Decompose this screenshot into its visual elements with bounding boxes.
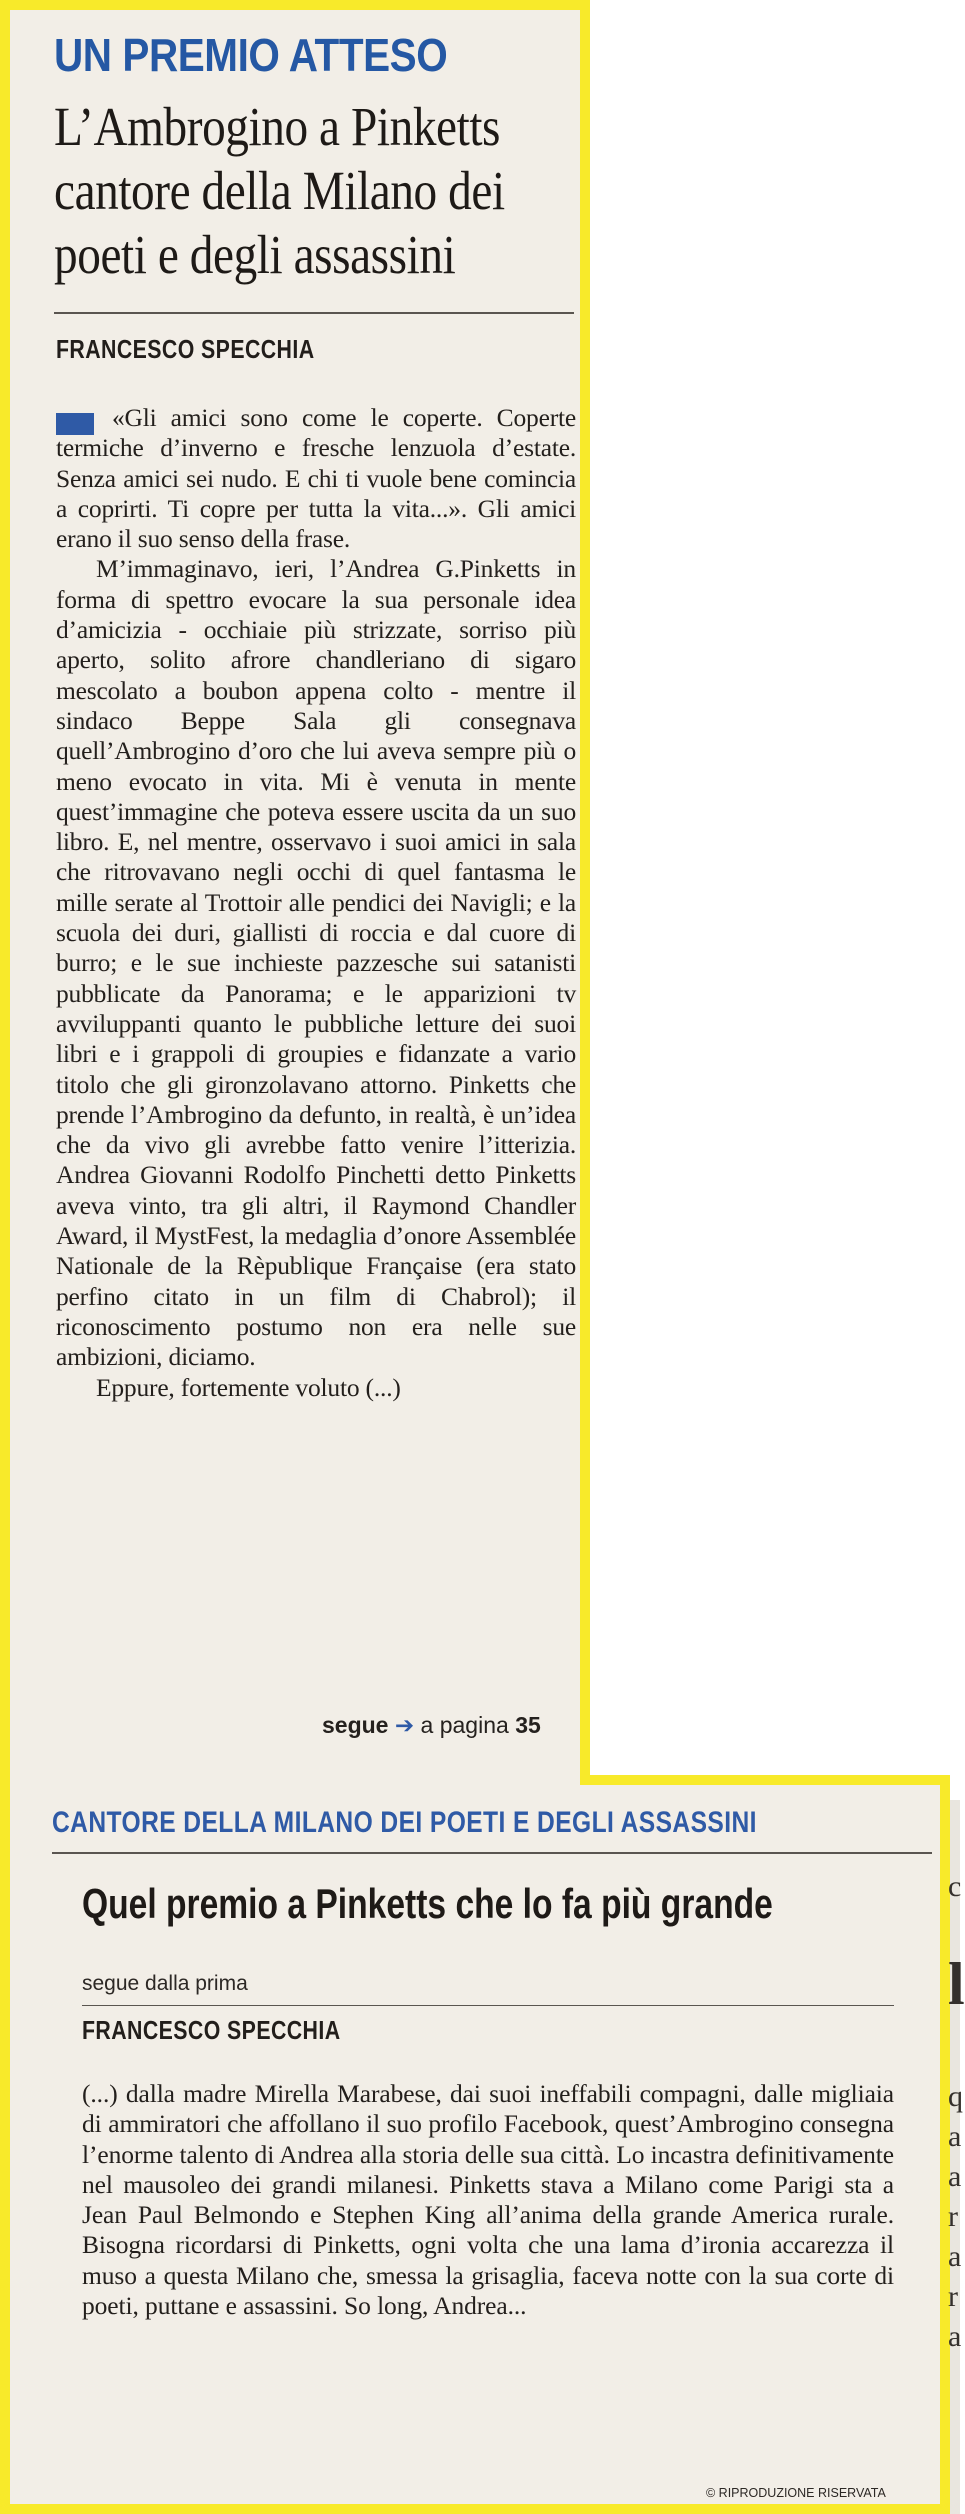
neighbor-fragment: a xyxy=(948,2120,962,2153)
band-rule xyxy=(52,1852,932,1854)
segue-dalla-prima: segue dalla prima xyxy=(82,1972,248,1995)
neighbor-fragment: q xyxy=(948,2080,963,2113)
neighbor-fragment: c xyxy=(948,1870,962,1903)
paragraph-1: «Gli amici sono come le coperte. Coperte termiche d’inverno e fresche lenzuola d’estate. Senza amici sei nudo. E chi ti vuole bene comincia a coprirti. Ti copre per tutta la vita...». Gli amici erano il suo senso della frase. xyxy=(56,403,576,554)
paragraph-2: M’immaginavo, ieri, l’Andrea G.Pinketts in forma di spettro evocare la sua personale idea d’amicizia - occhiaie più strizzate, sorriso più aperto, solito afrore chandleriano di sigaro mescolato a boubon appena colto - mentre il sindaco Beppe Sala gli consegnava quell’Ambrogino d’oro che lui aveva sempre più o meno evocato in vita. Mi è venuta in mente quest’immagine che poteva essere uscita da un suo libro. E, nel mentre, osservavo i suoi amici in sala che ritrovavano negli occhi di quel fantasma le mille serate al Trottoir alle pendici dei Navigli; e la scuola dei duri, giallisti di roccia e dal cuore di burro; e le sue inchieste pazzesche sui satanisti pubblicate da Panorama; e le apparizioni tv avviluppanti quanto le pubbliche letture dei suoi libri e i grappoli di groupies e fidanzate a vario titolo che gli gironzolavano attorno. Pinketts che prende l’Ambrogino da defunto, in realtà, è un’idea che da vivo gli avrebbe fatto venire l’itterizia. Andrea Giovanni Rodolfo Pinchetti detto Pinketts aveva vinto, tra gli altri, il Raymond Chandler Award, il MystFest, la medaglia d’onore Assemblée Nationale de la Rèpublique Française (era stato perfino citato in un film di Chabrol); il riconoscimento postumo non era nelle sue ambizioni, diciamo. xyxy=(56,554,576,1372)
neighbor-fragment: r xyxy=(948,2280,958,2313)
byline: FRANCESCO SPECCHIA xyxy=(56,334,315,364)
continuation-body xyxy=(82,2079,894,2321)
section-band: CANTORE DELLA MILANO DEI POETI E DEGLI ASSASSINI xyxy=(52,1806,757,1839)
neighbor-column xyxy=(950,1800,960,2514)
highlight-frame-left xyxy=(0,0,10,2514)
neighbor-fragment: a xyxy=(948,2320,962,2353)
copyright-notice: © RIPRODUZIONE RISERVATA xyxy=(706,2486,886,2500)
headline-rule xyxy=(54,312,574,314)
neighbor-fragment: a xyxy=(948,2240,962,2273)
article-body xyxy=(56,403,576,1403)
highlight-frame-bottom xyxy=(0,2504,950,2514)
headline: L’Ambrogino a Pinketts cantore della Milano dei poeti e degli assassini xyxy=(54,96,505,285)
neighbor-fragment: a xyxy=(948,2160,962,2193)
segue-rule xyxy=(82,2005,894,2006)
segue-page-number: 35 xyxy=(515,1712,541,1738)
highlight-frame-step xyxy=(580,1775,950,1785)
continuation-note xyxy=(322,1712,541,1739)
neighbor-fragment: r xyxy=(948,2200,958,2233)
continuation-paragraph: (...) dalla madre Mirella Marabese, dai suoi ineffabili compagni, dalle migliaia di ammiratori che affollano il suo profilo Facebook, quest’Ambrogino consegna l’enorme talento di Andrea alla storia delle sua città. Lo incastra definitivamente nel mausoleo dei grandi milanesi. Pinketts stava a Milano come Parigi sta a Jean Paul Belmondo e Stephen King all’anima della grande America rurale. Bisogna ricordarsi di Pinketts, ogni volta che una lama d’ironia accarezza il muso a questa Milano che, smessa la grisaglia, faceva notte con la sua corte di poeti, puttane e assassini. So long, Andrea... xyxy=(82,2079,894,2321)
neighbor-fragment: l xyxy=(948,1951,965,2017)
byline-bottom: FRANCESCO SPECCHIA xyxy=(82,2015,341,2045)
arrow-right-icon: ➔ xyxy=(394,1712,415,1738)
highlight-frame-top xyxy=(0,0,590,10)
segue-label: segue xyxy=(322,1712,389,1738)
kicker: UN PREMIO ATTESO xyxy=(54,29,448,81)
paragraph-3: Eppure, fortemente voluto (...) xyxy=(96,1372,401,1402)
continuation-title: Quel premio a Pinketts che lo fa più grande xyxy=(82,1880,773,1927)
highlight-frame-top-right xyxy=(580,0,590,1785)
segue-pagina: a pagina xyxy=(420,1712,509,1738)
